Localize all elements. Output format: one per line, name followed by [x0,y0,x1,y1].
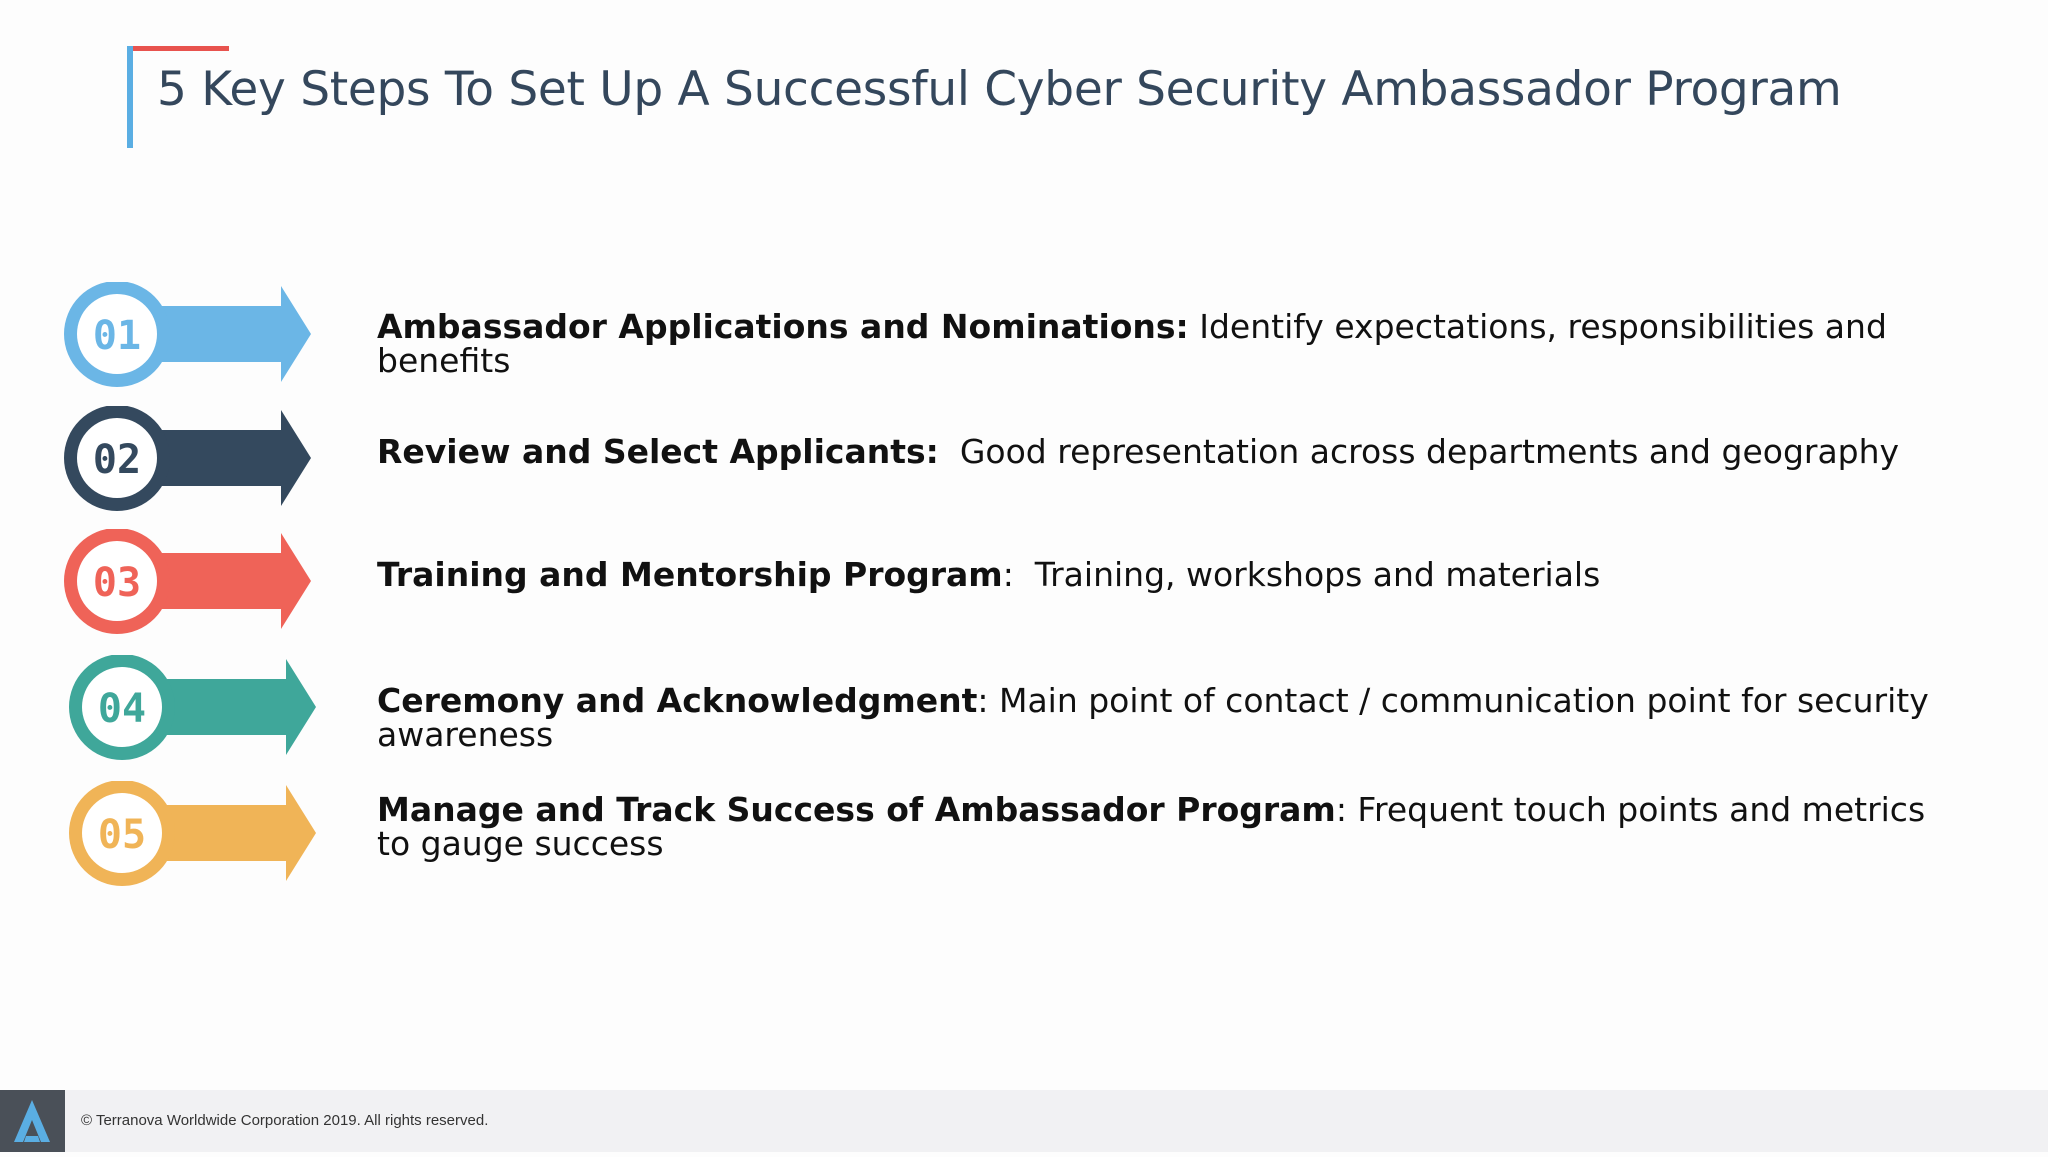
step-4-badge [68,655,328,765]
step-3-badge [63,529,323,639]
step-4-number: 04 [97,686,147,732]
step-5-text [377,790,1937,863]
slide-title: 5 Key Steps To Set Up A Successful Cyber Security Ambassador Program [157,62,1842,117]
terranova-logo-icon [0,1090,65,1152]
step-1-description: Identify expectations, responsibilities and benefits [377,307,1887,380]
step-5-number: 05 [97,812,147,858]
step-2-badge [63,406,323,516]
step-4-description: : Main point of contact / communication point for security awareness [377,681,1929,754]
copyright-text: © Terranova Worldwide Corporation 2019. All rights reserved. [81,1112,489,1129]
step-3-description: : Training, workshops and materials [1002,555,1601,594]
step-1-heading: Ambassador Applications and Nominations: [377,307,1189,346]
step-3-text [377,555,2017,594]
step-3-heading: Training and Mentorship Program [377,555,1003,594]
step-3-number: 03 [92,560,142,606]
step-5-heading: Manage and Track Success of Ambassador Program [377,790,1336,829]
step-2-description: Good representation across departments and geography [938,432,1900,471]
step-1-number: 01 [92,313,142,359]
step-4-text [377,681,2017,754]
step-2-heading: Review and Select Applicants: [377,432,939,471]
step-2-number: 02 [92,437,142,483]
title-accent-blue [127,46,133,148]
step-5-description: : Frequent touch points and metrics to gauge success [377,790,1926,863]
step-1-text [377,307,2017,380]
title-accent-red [127,46,229,51]
step-5-badge [68,781,328,891]
step-4-heading: Ceremony and Acknowledgment [377,681,978,720]
footer [0,1090,2048,1152]
step-1-badge [63,282,323,392]
step-2-text [377,432,2017,471]
